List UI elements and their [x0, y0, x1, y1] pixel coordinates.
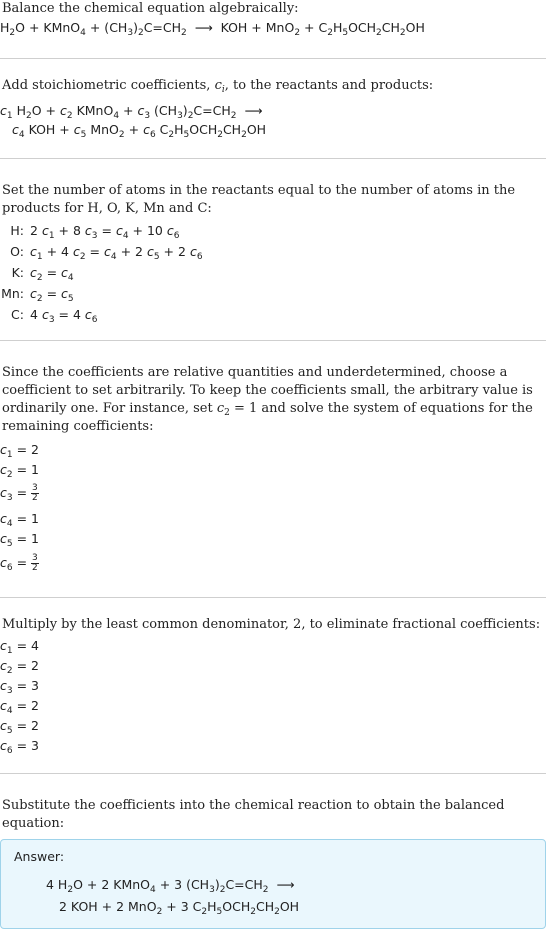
balanced-equation-line2: 2 KOH + 2 MnO$_2$ + 3 $C_2H_5OCH_2CH_2OH$ [59, 899, 300, 917]
unbalanced-equation: $H_2O$ + KMnO$_4$ + $(CH_3)_2C=CH_2$ ⟶ KOH + $MnO_2 + C_2H_5OCH_2CH_2OH$ [0, 20, 425, 38]
section4-intro: Since the coefficients are relative quantities and underdetermined, choose a coefficient to set arbitrarily. To keep the coefficients small, the arbitrary value is ordinarily one. For instance, set $c_2 = 1$ and solve the system of equations for the remaining coefficients: [2, 365, 533, 434]
atom-equation-k: K: $c_2 = c_4$ [11, 265, 74, 283]
solution-c5: $c_5 = 1$ [0, 531, 39, 549]
solution-c1: $c_1 = 2$ [0, 442, 39, 460]
divider [0, 58, 546, 59]
divider [0, 158, 546, 159]
section2-intro: Add stoichiometric coefficients, $c_i$, to the reactants and products: [2, 78, 434, 95]
integer-solution-c4: $c_4 = 2$ [0, 698, 39, 716]
coefficient-equation-line2: $c_4$ KOH + $c_5$ $MnO_2 + c_6$ $C_2H_5OCH_2CH_2OH$ [12, 122, 267, 140]
answer-box [0, 839, 546, 929]
integer-solution-c3: $c_3 = 3$ [0, 678, 39, 696]
section5-intro: Multiply by the least common denominator, 2, to eliminate fractional coefficients: [2, 617, 541, 632]
atom-equation-mn: Mn: $c_2 = c_5$ [1, 286, 74, 304]
divider [0, 340, 546, 341]
answer-label: Answer: [14, 849, 65, 864]
integer-solution-c1: $c_1 = 4$ [0, 638, 39, 656]
atom-equation-o: O: $c_1 + 4$ $c_2 = c_4 + 2$ $c_5 + 2$ $c_6$ [10, 244, 203, 262]
solution-c2: $c_2 = 1$ [0, 462, 39, 480]
solution-c4: $c_4 = 1$ [0, 511, 39, 529]
section1-intro: Balance the chemical equation algebraically: [2, 1, 299, 16]
solution-c3: $c_3$ = $\frac{3}{2}$ [0, 483, 38, 503]
section6-intro: Substitute the coefficients into the chemical reaction to obtain the balanced equation: [2, 798, 505, 831]
divider [0, 597, 546, 598]
atom-equation-c: C: 4 $c_3 = 4$ $c_6$ [11, 307, 98, 325]
coefficient-equation-line1: $c_1$ $H_2O + c_2$ KMnO$_4$ + $c_3$ $(CH_3)_2C=CH_2$ ⟶ [0, 103, 263, 121]
integer-solution-c5: $c_5 = 2$ [0, 718, 39, 736]
balanced-equation-line1: 4 $H_2O + 2$ KMnO$_4$ + 3 $(CH_3)_2C=CH_2$ ⟶ [46, 877, 295, 895]
divider [0, 773, 546, 774]
section3-intro: Set the number of atoms in the reactants equal to the number of atoms in the products for H, O, K, Mn and C: [2, 183, 516, 216]
atom-equation-h: H: 2 $c_1 + 8$ $c_3 = c_4 + 10$ $c_6$ [10, 223, 180, 241]
integer-solution-c6: $c_6 = 3$ [0, 738, 39, 756]
integer-solution-c2: $c_2 = 2$ [0, 658, 39, 676]
solution-c6: $c_6$ = $\frac{3}{2}$ [0, 553, 38, 573]
